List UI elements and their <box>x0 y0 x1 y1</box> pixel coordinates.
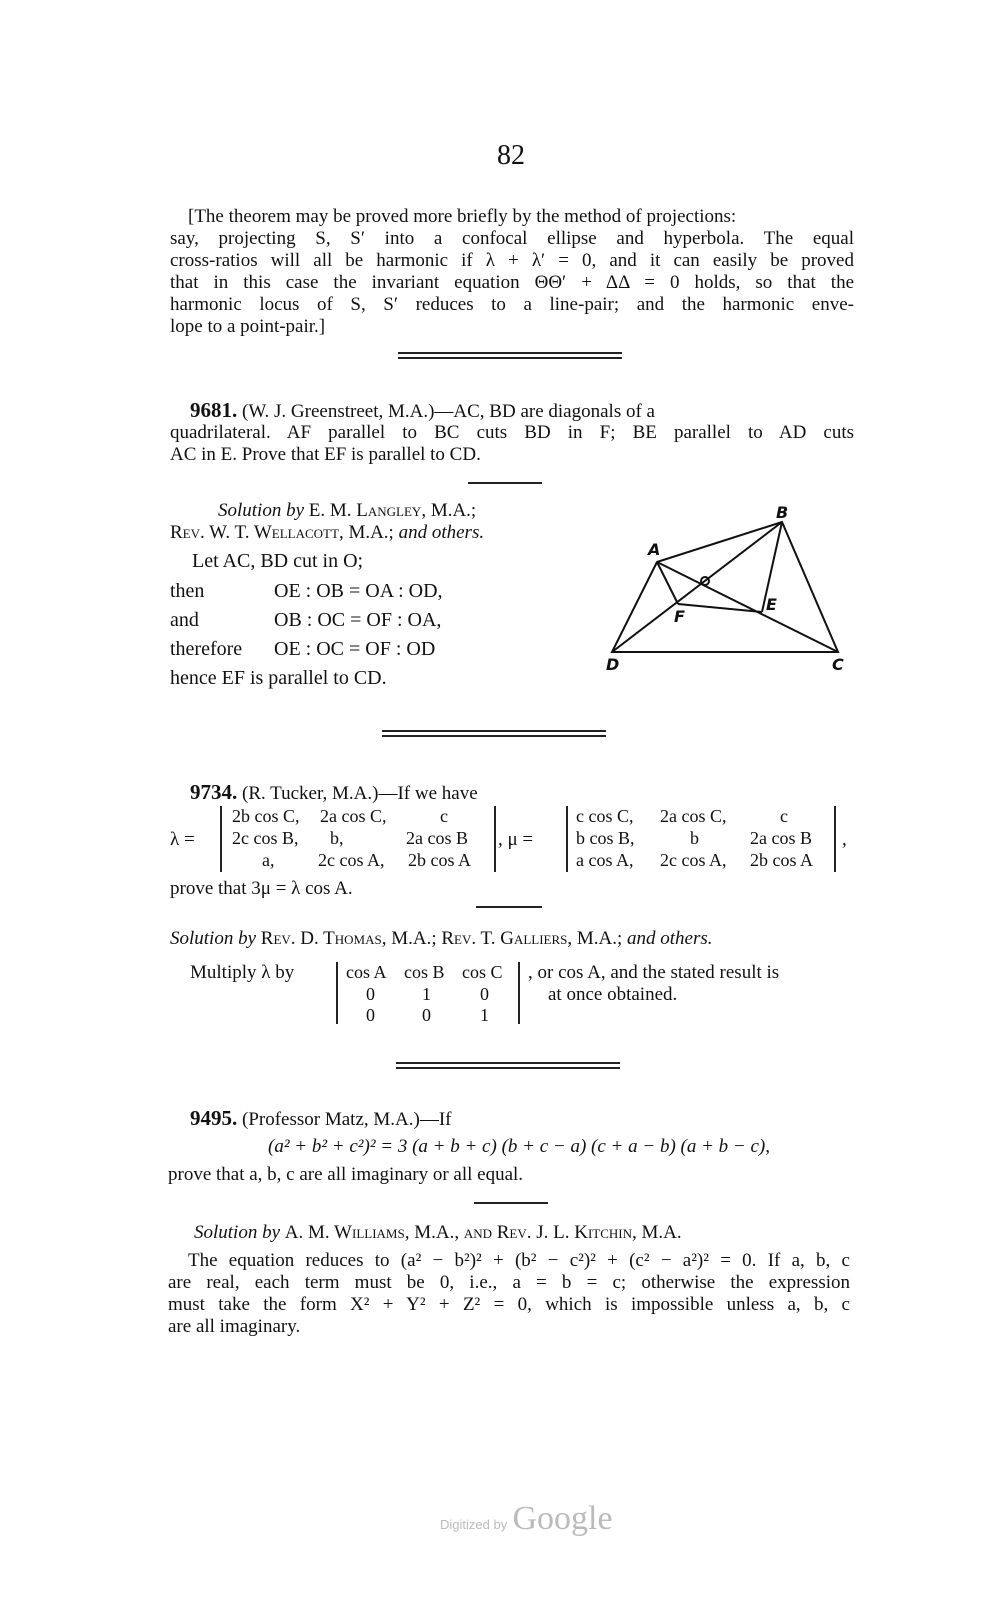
label-a: A <box>648 540 661 559</box>
proof-line: and <box>170 609 199 631</box>
matrix-cell: 2a cos B <box>406 828 468 848</box>
comma: , <box>842 829 847 850</box>
matrix-cell: cos C <box>462 962 503 982</box>
matrix-cell: cos B <box>404 962 445 982</box>
matrix-cell: b, <box>330 828 344 848</box>
proof-line: hence EF is parallel to CD. <box>170 667 387 689</box>
proof-line: OE : OC = OF : OD <box>274 638 436 660</box>
text-line: AC in E. Prove that EF is parallel to CD. <box>170 444 481 465</box>
quadrilateral-outline <box>612 522 838 652</box>
short-rule <box>474 1202 548 1204</box>
matrix-cell: 0 <box>422 1005 431 1025</box>
text-line: are all imaginary. <box>168 1316 301 1337</box>
matrix-cell: 2b cos A <box>750 850 813 870</box>
and-others: and others. <box>627 928 713 949</box>
text-line: The equation reduces to (a² − b²)² + (b² − c²)² + (c² − a²)² = 0. If a, b, c <box>188 1250 850 1271</box>
watermark-logo: Google <box>512 1500 613 1537</box>
lambda-label: λ = <box>170 829 195 850</box>
solver: E. M. Langley, M.A.; <box>308 500 477 521</box>
matrix-cell: 2c cos A, <box>318 850 385 870</box>
label-b: B <box>776 503 789 522</box>
label-f: F <box>674 607 685 626</box>
prove-line: prove that a, b, c are all imaginary or all equal. <box>168 1164 524 1185</box>
text-line: that in this case the invariant equation ΘΘ′ + ΔΔ = 0 holds, so that the <box>170 272 854 293</box>
matrix-cell: 0 <box>366 1005 375 1025</box>
matrix-cell: b cos B, <box>576 828 635 848</box>
page-number: 82 <box>497 140 525 171</box>
text-line: [The theorem may be proved more briefly by the method of projections: <box>188 206 737 227</box>
short-rule <box>476 906 542 908</box>
section-divider <box>396 1062 620 1069</box>
problem-number: 9495. <box>190 1106 238 1130</box>
label-e: E <box>766 595 777 614</box>
matrix-cell: 0 <box>480 984 489 1004</box>
diagonal-bd <box>612 522 782 652</box>
matrix-cell: 2a cos C, <box>320 806 387 826</box>
problem-number: 9681. <box>190 398 238 422</box>
proof-line: therefore <box>170 638 243 660</box>
problem-author: (W. J. Greenstreet, M.A.)—AC, BD are diagonals of a <box>242 401 655 422</box>
matrix-cell: 2b cos C, <box>232 806 300 826</box>
mu-label: , μ = <box>498 829 534 850</box>
solver: A. M. Williams, M.A., and Rev. J. L. Kitchin, M.A. <box>284 1222 682 1243</box>
problem-number: 9734. <box>190 780 238 804</box>
quadrilateral-figure <box>0 0 992 700</box>
solution-label: Solution by <box>218 500 305 521</box>
google-watermark <box>440 1500 613 1538</box>
prove-line: prove that 3μ = λ cos A. <box>170 878 353 899</box>
label-d: D <box>606 655 620 674</box>
matrix-cell: 0 <box>366 984 375 1004</box>
matrix-cell: cos A <box>346 962 387 982</box>
label-c: C <box>832 655 844 674</box>
proof-line: OB : OC = OF : OA, <box>274 609 442 631</box>
matrix-cell: 2c cos B, <box>232 828 299 848</box>
text-line: Multiply λ by <box>190 962 295 983</box>
problem-author: (R. Tucker, M.A.)—If we have <box>242 783 478 804</box>
solver: Rev. W. T. Wellacott, M.A.; <box>170 522 394 543</box>
matrix-cell: 2b cos A <box>408 850 471 870</box>
matrix-cell: 2a cos C, <box>660 806 727 826</box>
text-line: cross-ratios will all be harmonic if λ + λ′ = 0, and it can easily be proved <box>170 250 854 271</box>
and-others: and others. <box>398 522 485 543</box>
proof-line: then <box>170 580 205 602</box>
matrix-cell: 2a cos B <box>750 828 812 848</box>
text-line: must take the form X² + Y² + Z² = 0, which is impossible unless a, b, c <box>168 1294 850 1315</box>
text-line: say, projecting S, S′ into a confocal ellipse and hyperbola. The equal <box>170 228 854 249</box>
solution-label: Solution by <box>194 1222 281 1243</box>
text-line: are real, each term must be 0, i.e., a = b = c; otherwise the expression <box>168 1272 850 1293</box>
text-line: harmonic locus of S, S′ reduces to a line-pair; and the harmonic enve- <box>170 294 854 315</box>
solver: Rev. D. Thomas, M.A.; Rev. T. Galliers, M.A.; <box>260 928 623 949</box>
matrix-cell: a cos A, <box>576 850 634 870</box>
text-line: quadrilateral. AF parallel to BC cuts BD in F; BE parallel to AD cuts <box>170 422 854 443</box>
matrix-cell: c <box>780 806 788 826</box>
matrix-cell: 1 <box>480 1005 489 1025</box>
matrix-cell: 1 <box>422 984 431 1004</box>
text-line: lope to a point-pair.] <box>170 316 326 337</box>
text-line: , or cos A, and the stated result is <box>528 962 780 983</box>
text-line: at once obtained. <box>548 984 678 1005</box>
matrix-cell: c <box>440 806 448 826</box>
proof-line: OE : OB = OA : OD, <box>274 580 443 602</box>
proof-line: Let AC, BD cut in O; <box>192 550 364 572</box>
watermark-prefix: Digitized by <box>440 1517 508 1532</box>
matrix-cell: a, <box>262 850 275 870</box>
matrix-cell: 2c cos A, <box>660 850 727 870</box>
solution-label: Solution by <box>170 928 257 949</box>
section-divider <box>382 730 606 737</box>
matrix-cell: c cos C, <box>576 806 634 826</box>
matrix-cell: b <box>690 828 699 848</box>
equation: (a² + b² + c²)² = 3 (a + b + c) (b + c − a) (c + a − b) (a + b − c), <box>268 1136 771 1157</box>
problem-author: (Professor Matz, M.A.)—If <box>242 1109 452 1130</box>
